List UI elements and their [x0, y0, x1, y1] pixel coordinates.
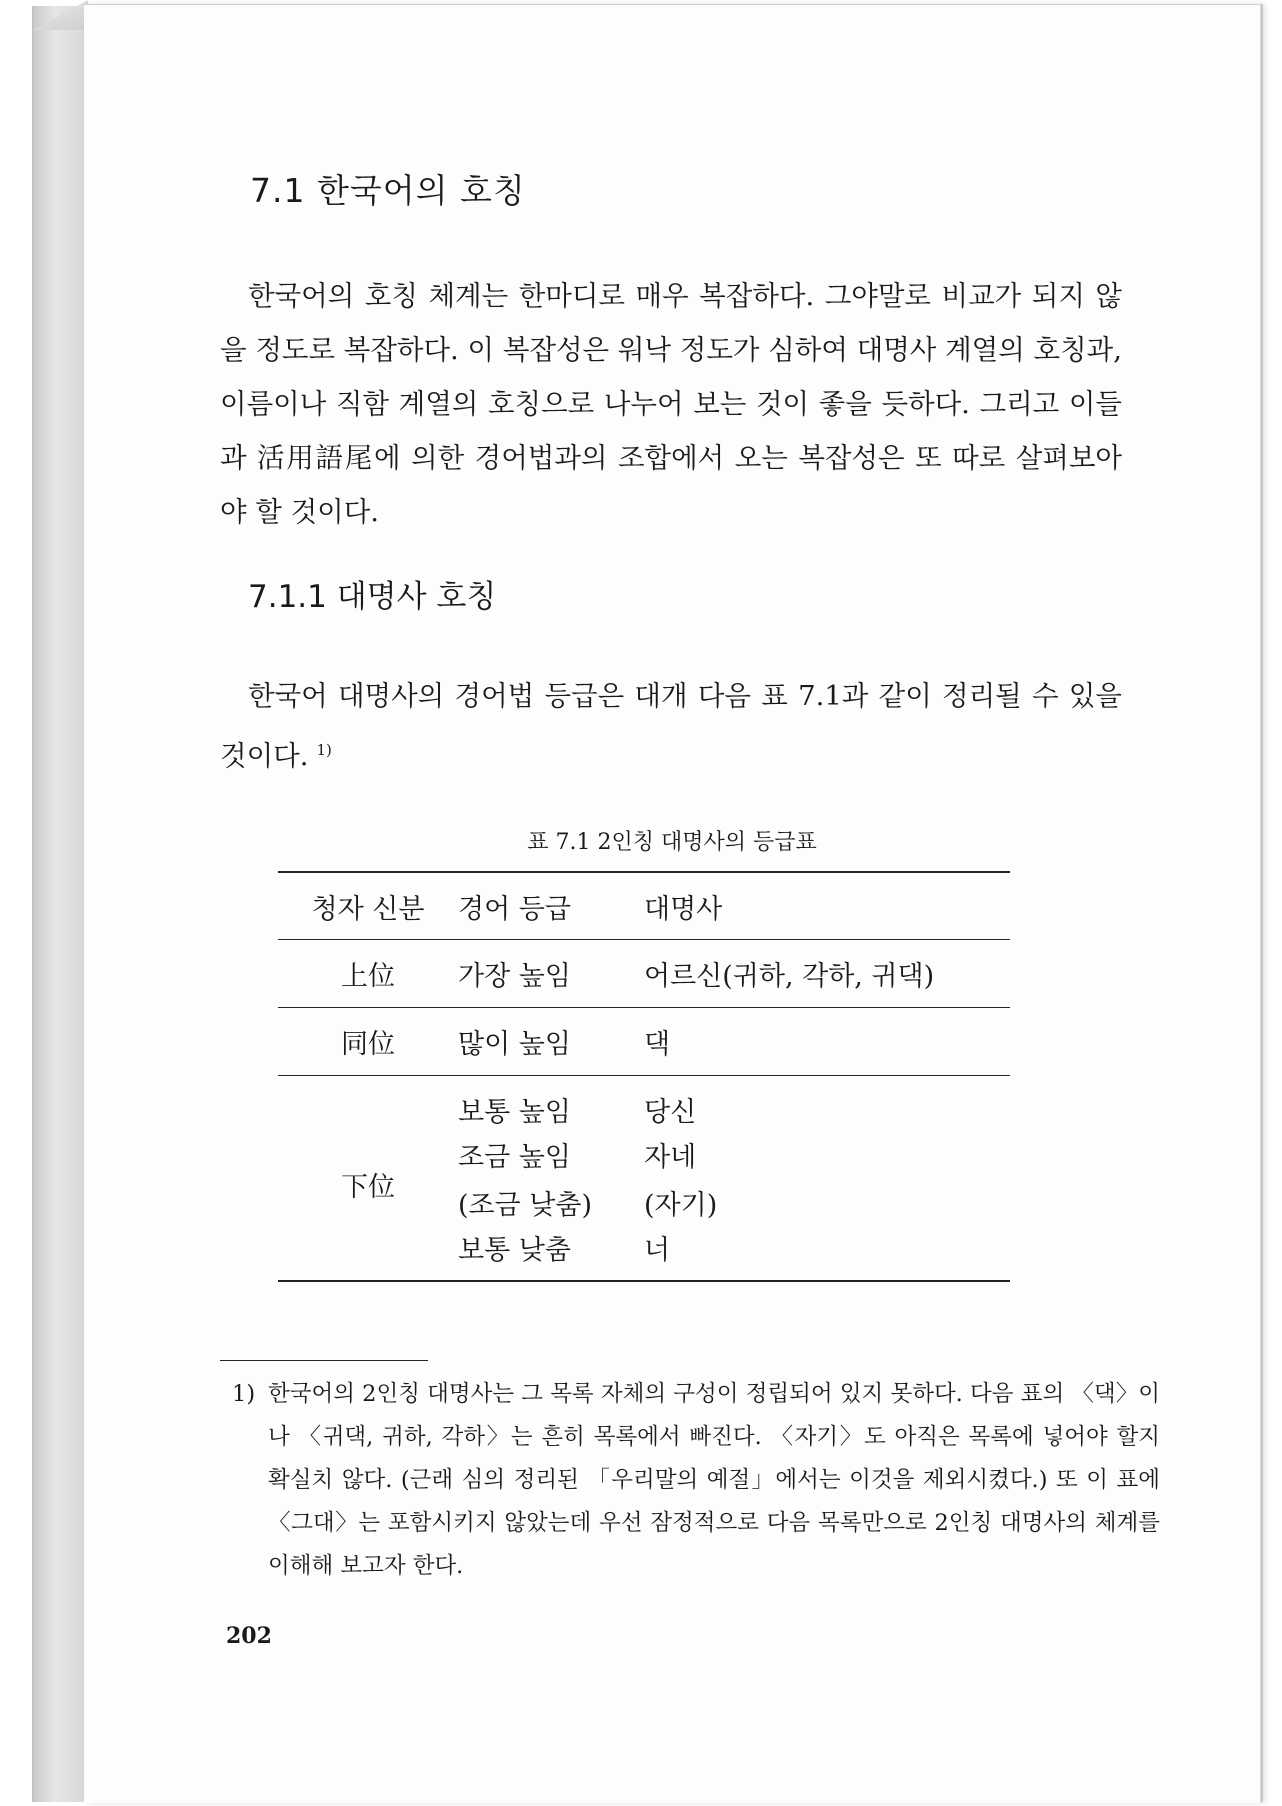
cell-pronoun: 너 — [644, 1234, 671, 1266]
page-number: 202 — [226, 1623, 272, 1649]
table-caption: 표 7.1 2인칭 대명사의 등급표 — [527, 830, 817, 855]
subsection-paragraph — [220, 669, 1122, 783]
footnote-marker: 1) — [316, 741, 332, 759]
cell-level: (조금 낮춤) — [458, 1189, 592, 1221]
cell-pronoun: 어르신(귀하, 각하, 귀댁) — [644, 940, 1010, 1008]
section-heading: 7.1 한국어의 호칭 — [250, 171, 526, 210]
table-header-row — [278, 872, 1010, 940]
cell-status: 上位 — [278, 940, 458, 1008]
footnote — [232, 1373, 1160, 1588]
footnote-text: 한국어의 2인칭 대명사는 그 목록 자체의 구성이 정립되어 있지 못하다. 다음 표의 〈댁〉이나 〈귀댁, 귀하, 각하〉는 흔히 목록에서 빠진다. 〈자기〉도 아직은 목록에 넣어야 할지 확실치 않다. (근래 심의 정리된 「우리말의 예절」에서는 이것을 제외시켰다.) 또 이 표에 〈그대〉는 포함시키지 않았는데 우선 잠정적으로 다음 목록만으로 2인칭 대명사의 체계를 이해해 보고자 한다. — [268, 1381, 1160, 1579]
table-row — [278, 940, 1010, 1008]
header-status: 청자 신분 — [311, 893, 425, 925]
pronoun-grade-table — [278, 871, 1010, 1282]
header-level: 경어 등급 — [458, 893, 571, 925]
header-pronoun: 대명사 — [644, 893, 723, 925]
page-content — [84, 5, 1260, 1803]
subsection-paragraph-text: 한국어 대명사의 경어법 등급은 대개 다음 표 7.1과 같이 정리될 수 있을 것이다. — [220, 680, 1122, 773]
cell-pronoun: (자기) — [644, 1189, 718, 1221]
subsection-heading: 7.1.1 대명사 호칭 — [248, 579, 497, 615]
cell-status: 下位 — [278, 1076, 458, 1282]
footnote-divider — [220, 1360, 428, 1361]
cell-level: 가장 높임 — [458, 940, 644, 1008]
table-row — [278, 1076, 1010, 1131]
table-row — [278, 1008, 1010, 1076]
cell-pronoun: 당신 — [644, 1076, 1010, 1131]
book-spine — [32, 6, 89, 1802]
section-paragraph — [220, 269, 1122, 539]
cell-status: 同位 — [278, 1008, 458, 1076]
section-paragraph-text: 한국어의 호칭 체계는 한마디로 매우 복잡하다. 그야말로 비교가 되지 않을 정도로 복잡하다. 이 복잡성은 워낙 정도가 심하여 대명사 계열의 호칭과, 이름이나 직함 계열의 호칭으로 나누어 보는 것이 좋을 듯하다. 그리고 이들과 活用語尾에 의한 경어법과의 조합에서 오는 복잡성은 또 따로 살펴보아야 할 것이다. — [220, 280, 1123, 528]
cell-level: 보통 높임 — [458, 1076, 644, 1131]
cell-pronoun: 댁 — [644, 1008, 1010, 1076]
cell-level: 조금 높임 — [458, 1141, 571, 1173]
cell-level: 보통 낮춤 — [458, 1234, 571, 1266]
cell-pronoun: 자네 — [644, 1141, 697, 1173]
footnote-number: 1) — [232, 1381, 256, 1407]
book-page — [84, 4, 1261, 1803]
cell-level: 많이 높임 — [458, 1008, 644, 1076]
